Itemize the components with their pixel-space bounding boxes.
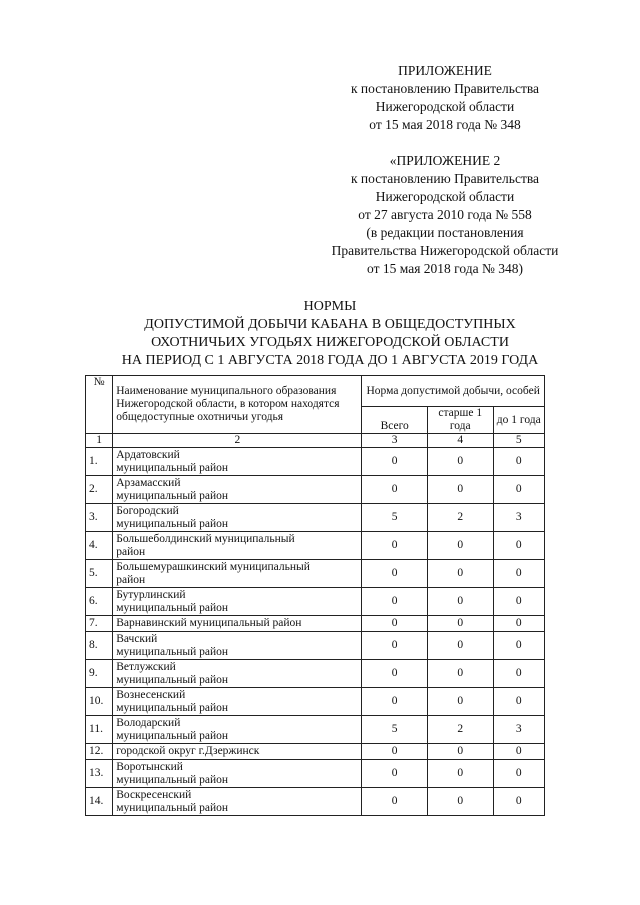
municipality-name-line: Варнавинский муниципальный район xyxy=(116,617,302,629)
row-number: 4. xyxy=(86,532,113,560)
table-row xyxy=(86,616,545,632)
column-number: 4 xyxy=(427,434,493,448)
norm-total: 0 xyxy=(362,760,428,788)
appendix-2-header xyxy=(300,152,590,278)
municipality-name xyxy=(113,688,362,716)
norm-older: 0 xyxy=(427,660,493,688)
appendix-2-line: (в редакции постановления xyxy=(366,225,524,240)
norm-older: 0 xyxy=(427,632,493,660)
table-row xyxy=(86,716,545,744)
table-row xyxy=(86,476,545,504)
row-number: 12. xyxy=(86,744,113,760)
norm-total: 0 xyxy=(362,616,428,632)
municipality-name-line: район xyxy=(116,545,146,558)
municipality-name-line: Богородский xyxy=(116,504,179,517)
municipality-name-line: Ардатовский xyxy=(116,448,180,461)
municipality-name xyxy=(113,532,362,560)
row-number: 10. xyxy=(86,688,113,716)
municipality-name-line: Воскресенский xyxy=(116,788,192,801)
title-line: ОХОТНИЧЬИХ УГОДЬЯХ НИЖЕГОРОДСКОЙ ОБЛАСТИ xyxy=(151,335,509,350)
municipality-name-line: муниципальный район xyxy=(116,729,229,742)
appendix-header xyxy=(300,62,590,134)
table-body xyxy=(86,448,545,816)
table-row xyxy=(86,532,545,560)
municipality-name-line: муниципальный район xyxy=(116,601,229,614)
document-title xyxy=(70,298,590,370)
appendix-2-line: от 15 мая 2018 года № 348) xyxy=(367,261,523,276)
norm-total: 0 xyxy=(362,660,428,688)
municipality-name xyxy=(113,588,362,616)
norm-older: 0 xyxy=(427,616,493,632)
norm-total: 0 xyxy=(362,476,428,504)
header-norm: Норма допустимой добычи, особей xyxy=(362,376,545,407)
municipality-name xyxy=(113,760,362,788)
municipality-name-line: муниципальный район xyxy=(116,461,229,474)
column-number: 2 xyxy=(113,434,362,448)
row-number: 5. xyxy=(86,560,113,588)
municipality-name-line: муниципальный район xyxy=(116,773,229,786)
appendix-2-line: от 27 августа 2010 года № 558 xyxy=(358,207,532,222)
municipality-name-line: муниципальный район xyxy=(116,489,229,502)
header-younger: до 1 года xyxy=(493,407,544,434)
norm-total: 5 xyxy=(362,504,428,532)
table-row xyxy=(86,788,545,816)
norm-younger: 0 xyxy=(493,744,544,760)
row-number: 11. xyxy=(86,716,113,744)
norm-younger: 0 xyxy=(493,632,544,660)
norm-younger: 0 xyxy=(493,532,544,560)
row-number: 14. xyxy=(86,788,113,816)
norm-total: 0 xyxy=(362,688,428,716)
norm-younger: 0 xyxy=(493,788,544,816)
table-row xyxy=(86,560,545,588)
norm-younger: 0 xyxy=(493,560,544,588)
municipality-name-line: муниципальный район xyxy=(116,517,229,530)
appendix-2-line: к постановлению Правительства xyxy=(350,171,540,186)
appendix-line: от 15 мая 2018 года № 348 xyxy=(369,117,521,132)
municipality-name-line: муниципальный район xyxy=(116,673,229,686)
table-row xyxy=(86,504,545,532)
municipality-name-line: Володарский xyxy=(116,716,181,729)
municipality-name-line: муниципальный район xyxy=(116,801,229,814)
column-number: 3 xyxy=(362,434,428,448)
row-number: 7. xyxy=(86,616,113,632)
municipality-name xyxy=(113,504,362,532)
norm-older: 0 xyxy=(427,744,493,760)
row-number: 8. xyxy=(86,632,113,660)
municipality-name-line: Воротынский xyxy=(116,760,183,773)
norm-older: 2 xyxy=(427,716,493,744)
appendix-2-line: Нижегородской области xyxy=(375,189,515,204)
municipality-name xyxy=(113,560,362,588)
municipality-name xyxy=(113,744,362,760)
municipality-name xyxy=(113,660,362,688)
norm-total: 0 xyxy=(362,632,428,660)
column-number: 5 xyxy=(493,434,544,448)
row-number: 1. xyxy=(86,448,113,476)
title-line: НОРМЫ xyxy=(303,299,357,314)
norm-total: 5 xyxy=(362,716,428,744)
municipality-name xyxy=(113,476,362,504)
appendix-2-title: «ПРИЛОЖЕНИЕ 2 xyxy=(389,153,501,168)
municipality-name-line: муниципальный район xyxy=(116,701,229,714)
appendix-line: Нижегородской области xyxy=(375,99,515,114)
norm-older: 0 xyxy=(427,560,493,588)
header-municipality: Наименование муниципального образования Нижегородской области, в котором находятся общедоступные охотничьи угодья xyxy=(113,376,362,434)
appendix-title: ПРИЛОЖЕНИЕ xyxy=(398,63,492,78)
municipality-name-line: Арзамасский xyxy=(116,476,181,489)
norm-older: 0 xyxy=(427,476,493,504)
norm-total: 0 xyxy=(362,588,428,616)
header-older: старше 1 года xyxy=(427,407,493,434)
norm-younger: 3 xyxy=(493,504,544,532)
norms-table xyxy=(85,375,545,816)
column-numbers-row xyxy=(86,434,545,448)
table-header-row xyxy=(86,376,545,407)
title-line: ДОПУСТИМОЙ ДОБЫЧИ КАБАНА В ОБЩЕДОСТУПНЫХ xyxy=(144,317,516,332)
header-number: № xyxy=(86,376,113,434)
norm-total: 0 xyxy=(362,788,428,816)
norm-younger: 0 xyxy=(493,448,544,476)
municipality-name xyxy=(113,632,362,660)
row-number: 6. xyxy=(86,588,113,616)
norm-younger: 0 xyxy=(493,476,544,504)
table-row xyxy=(86,632,545,660)
norm-total: 0 xyxy=(362,744,428,760)
norm-older: 2 xyxy=(427,504,493,532)
norm-older: 0 xyxy=(427,448,493,476)
norm-older: 0 xyxy=(427,688,493,716)
table-row xyxy=(86,660,545,688)
table-row xyxy=(86,448,545,476)
municipality-name-line: Большемурашкинский муниципальный xyxy=(116,560,310,573)
table-row xyxy=(86,760,545,788)
municipality-name-line: Большеболдинский муниципальный xyxy=(116,532,295,545)
norm-younger: 0 xyxy=(493,760,544,788)
municipality-name xyxy=(113,716,362,744)
norm-older: 0 xyxy=(427,588,493,616)
municipality-name-line: район xyxy=(116,573,146,586)
table-row xyxy=(86,588,545,616)
row-number: 3. xyxy=(86,504,113,532)
municipality-name-line: Ветлужский xyxy=(116,660,176,673)
norm-younger: 0 xyxy=(493,660,544,688)
column-number: 1 xyxy=(86,434,113,448)
title-line: НА ПЕРИОД С 1 АВГУСТА 2018 ГОДА ДО 1 АВГУСТА 2019 ГОДА xyxy=(121,353,539,368)
norm-total: 0 xyxy=(362,560,428,588)
municipality-name-line: Вачский xyxy=(116,632,158,645)
municipality-name xyxy=(113,448,362,476)
municipality-name-line: муниципальный район xyxy=(116,645,229,658)
table-row xyxy=(86,688,545,716)
municipality-name-line: Вознесенский xyxy=(116,688,186,701)
municipality-name xyxy=(113,616,362,632)
table-row xyxy=(86,744,545,760)
norm-older: 0 xyxy=(427,760,493,788)
municipality-name xyxy=(113,788,362,816)
row-number: 9. xyxy=(86,660,113,688)
norm-younger: 3 xyxy=(493,716,544,744)
norm-younger: 0 xyxy=(493,588,544,616)
appendix-2-line: Правительства Нижегородской области xyxy=(331,243,559,258)
norm-older: 0 xyxy=(427,532,493,560)
row-number: 2. xyxy=(86,476,113,504)
appendix-line: к постановлению Правительства xyxy=(350,81,540,96)
municipality-name-line: Бутурлинский xyxy=(116,588,186,601)
norm-older: 0 xyxy=(427,788,493,816)
norm-total: 0 xyxy=(362,532,428,560)
row-number: 13. xyxy=(86,760,113,788)
municipality-name-line: городской округ г.Дзержинск xyxy=(116,745,260,757)
norm-total: 0 xyxy=(362,448,428,476)
header-total: Всего xyxy=(362,407,428,434)
norm-younger: 0 xyxy=(493,616,544,632)
norm-younger: 0 xyxy=(493,688,544,716)
